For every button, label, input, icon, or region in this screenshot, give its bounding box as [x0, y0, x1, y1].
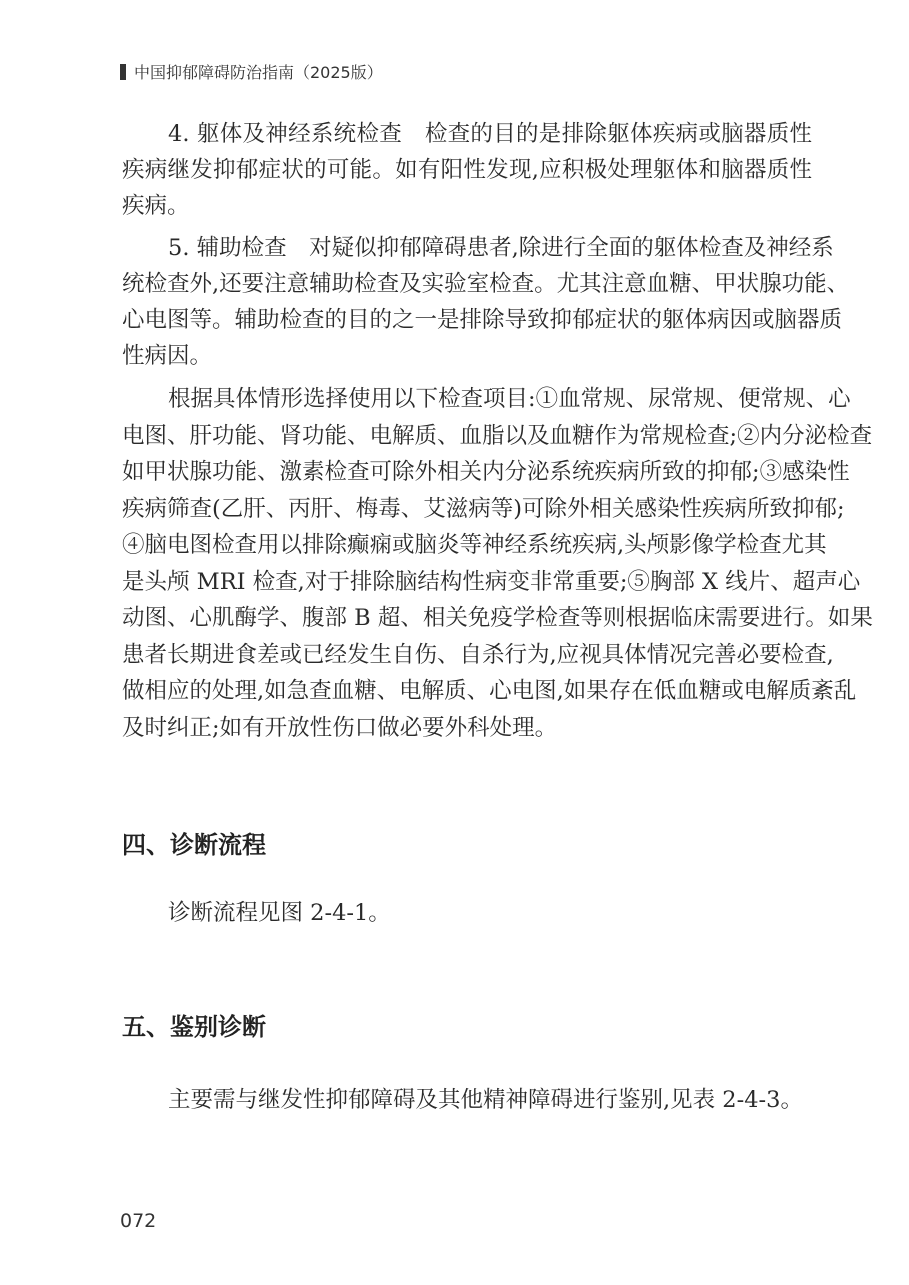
paragraph-line: 做相应的处理,如急查血糖、电解质、心电图,如果存在低血糖或电解质紊乱 — [122, 678, 857, 704]
running-header-title: 中国抑郁障碍防治指南（2025版） — [134, 63, 383, 82]
paragraph-line: 根据具体情形选择使用以下检查项目:①血常规、尿常规、便常规、心 — [168, 386, 851, 412]
section-text: 诊断流程见图 2-4-1。 — [168, 900, 391, 926]
paragraph-line: 患者长期进食差或已经发生自伤、自杀行为,应视具体情况完善必要检查, — [122, 642, 834, 668]
running-header — [120, 60, 383, 83]
paragraph-line: 性病因。 — [122, 343, 213, 369]
paragraph-line: 如甲状腺功能、激素检查可除外相关内分泌系统疾病所致的抑郁;③感染性 — [122, 459, 850, 485]
paragraph-line: 疾病。 — [122, 193, 190, 219]
header-bar-mark — [120, 64, 126, 80]
paragraph-line: 动图、心肌酶学、腹部 B 超、相关免疫学检查等则根据临床需要进行。如果 — [122, 605, 873, 631]
page-number: 072 — [120, 1210, 157, 1232]
section-heading-diagnosis-process: 四、诊断流程 — [122, 831, 266, 859]
paragraph-line: 电图、肝功能、肾功能、电解质、血脂以及血糖作为常规检查;②内分泌检查 — [122, 423, 873, 449]
section-text: 主要需与继发性抑郁障碍及其他精神障碍进行鉴别,见表 2-4-3。 — [168, 1087, 803, 1113]
paragraph-line: ④脑电图检查用以排除癫痫或脑炎等神经系统疾病,头颅影像学检查尤其 — [122, 532, 827, 558]
section-heading-differential-diagnosis: 五、鉴别诊断 — [122, 1013, 266, 1041]
paragraph-line: 疾病继发抑郁症状的可能。如有阳性发现,应积极处理躯体和脑器质性 — [122, 157, 812, 183]
paragraph-line: 及时纠正;如有开放性伤口做必要外科处理。 — [122, 715, 558, 741]
paragraph-line: 4. 躯体及神经系统检查 检查的目的是排除躯体疾病或脑器质性 — [168, 121, 812, 147]
paragraph-line: 心电图等。辅助检查的目的之一是排除导致抑郁症状的躯体病因或脑器质 — [122, 307, 843, 333]
paragraph-line: 5. 辅助检查 对疑似抑郁障碍患者,除进行全面的躯体检查及神经系 — [168, 235, 834, 261]
paragraph-line: 是头颅 MRI 检查,对于排除脑结构性病变非常重要;⑤胸部 X 线片、超声心 — [122, 569, 861, 595]
paragraph-line: 疾病筛查(乙肝、丙肝、梅毒、艾滋病等)可除外相关感染性疾病所致抑郁; — [122, 496, 845, 522]
paragraph-line: 统检查外,还要注意辅助检查及实验室检查。尤其注意血糖、甲状腺功能、 — [122, 271, 850, 297]
